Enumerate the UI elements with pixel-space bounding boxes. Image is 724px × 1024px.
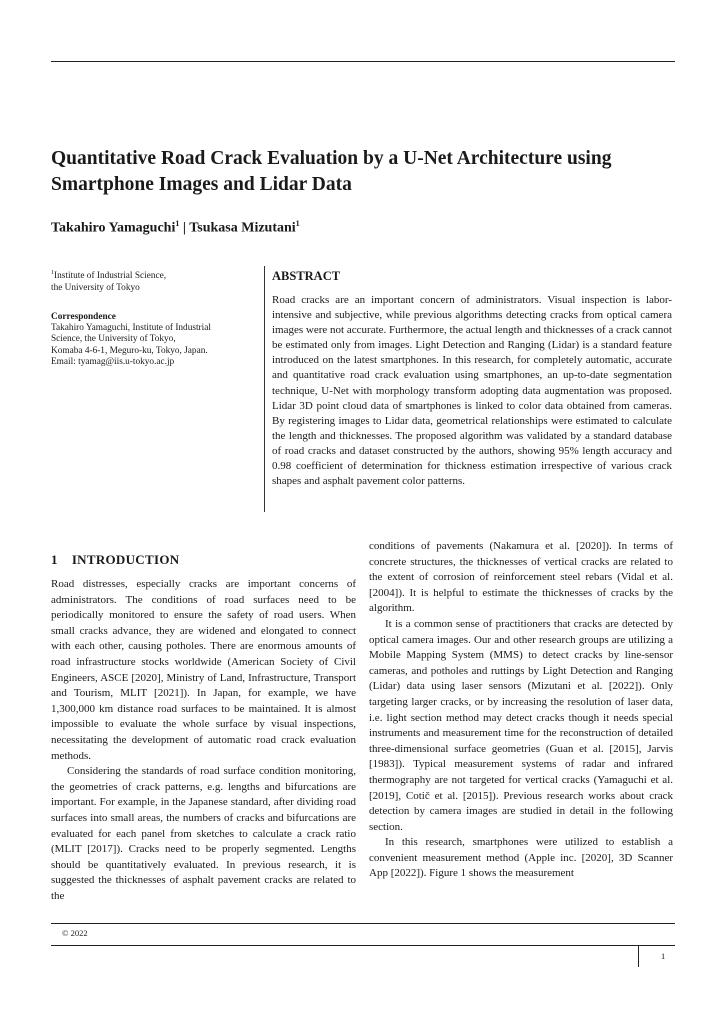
body-paragraph: It is a common sense of practitioners that cracks are detected by optical camera images. Our and other research groups are utilizing a Mobile Mapping System (MMS) to detect cracks by line-sensor cameras, and potholes and ruttings by Light Detection and Ranging (Lidar) data using laser sensors (Mizutani et al. [2022]). Only targeting larger cracks, or by increasing the resolution of laser data, i.e. light section method may detect cracks though it needs special instruments and measurement time for the reconstruction of detailed three-dimensional surface geometries (Guan et al. [2015], Jarvis [1983]). Typical measurement systems of radar and infrared thermography are not targeted for vertical cracks (Yamaguchi et al. [2019], Cotič et al. [2015]). Previous research works about crack detection by camera images are studied in detail in the following section. [369, 617, 673, 833]
footer-rule [51, 945, 675, 946]
correspondence-block [51, 312, 256, 368]
body-column-left [51, 577, 356, 904]
abstract-text: Road cracks are an important concern of administrators. Visual inspection is labor-intensive and subjective, while previous algorithms detecting cracks from optical camera images were not accurate. Furthermore, the actual length and thicknesses of a crack cannot be estimated only from images. Light Detection and Ranging (Lidar) is a standard feature introduced on the latest smartphones. In this research, for completely automatic, accurate and quantitative road crack evaluation using smartphones, an up-to-date segmentation technique, U-Net with morphology transform adopting data augmentation was proposed. Lidar 3D point cloud data of smartphones is linked to color data obtained from cameras. By registering images to Lidar data, geometrical relationships were estimated to calculate the length and thicknesses. The proposed algorithm was validated by a standard database of road cracks and dataset constructed by the authors, showing 95% length accuracy and 0.98 coefficient of determination for thickness estimation irrespective of various crack shapes and asphalt pavement color patterns. [272, 294, 672, 488]
body-column-right [369, 539, 673, 882]
correspondence-line: Komaba 4-6-1, Meguro-ku, Tokyo, Japan. [51, 345, 208, 356]
abstract-divider [264, 266, 265, 512]
abstract-heading: ABSTRACT [272, 269, 341, 283]
body-paragraph: conditions of pavements (Nakamura et al. [2020]). In terms of concrete structures, the thicknesses of vertical cracks are related to the extent of corrosion of reinforcement steel rebars (Vidal et al. [2004]). It is helpful to estimate the thicknesses of cracks by the algorithm. [369, 540, 673, 615]
correspondence-line: Science, the University of Tokyo, [51, 334, 176, 345]
correspondence-line: Takahiro Yamaguchi, Institute of Industrial [51, 323, 211, 334]
correspondence-heading: Correspondence [51, 312, 116, 322]
body-paragraph: Road distresses, especially cracks are important concerns of administrators. The conditions of road surfaces need to be periodically monitored to ensure the safety of road users. When small cracks advance, they are widened and elongated to connect with each other, causing potholes. There are enormous amounts of road infrastructure stocks worldwide (American Society of Civil Engineers, ASCE [2020], Ministry of Land, Infrastructure, Transport and Tourism, MLIT [2021]). In Japan, for example, we have 1,300,000 km distance road surfaces to be maintained. It is almost impossible to evaluate the whole surface by visual inspections, necessitating the development of automatic road crack evaluation methods. [51, 578, 356, 762]
section-title: INTRODUCTION [71, 552, 180, 567]
page-number: 1 [661, 951, 666, 961]
affiliation [51, 268, 251, 294]
page-number-divider [638, 945, 639, 967]
body-paragraph: Considering the standards of road surface condition monitoring, the geometries of crack patterns, e.g. lengths and bifurcations are important. For example, in the Japanese standard, after dividing road surfaces into small areas, the numbers of cracks and bifurcations are evaluated for each panel from sketches to calculate a crack ratio (MLIT [2017]). Cracks need to be properly segmented. Lengths should be quantitatively evaluated. In previous research, it is suggested the thicknesses of asphalt pavement cracks are related to the [51, 765, 356, 902]
affiliation-line: Institute of Industrial Science, [54, 271, 167, 282]
author-affiliation-mark: 1 [295, 219, 300, 228]
author-name: Takahiro Yamaguchi [51, 220, 176, 236]
header-rule [51, 61, 675, 62]
correspondence-email[interactable]: Email: tyamag@iis.u-tokyo.ac.jp [51, 356, 175, 367]
author-list [51, 219, 300, 237]
affiliation-line: the University of Tokyo [51, 282, 140, 293]
copyright-notice: © 2022 [62, 928, 88, 938]
affiliation-mark: 1 [51, 270, 54, 276]
section-number: 1 [51, 552, 58, 567]
paper-title: Quantitative Road Crack Evaluation by a U-Net Architecture using Smartphone Images and Lidar Data [51, 148, 612, 195]
author-affiliation-mark: 1 [175, 219, 180, 228]
section-heading [51, 552, 179, 568]
author-separator: | [179, 220, 190, 236]
body-paragraph: In this research, smartphones were utilized to establish a convenient measurement method (Apple inc. [2020], 3D Scanner App [2022]). Figure 1 shows the measurement [369, 836, 673, 880]
footer-rule-short [51, 923, 675, 924]
author-name: Tsukasa Mizutani [189, 220, 296, 236]
